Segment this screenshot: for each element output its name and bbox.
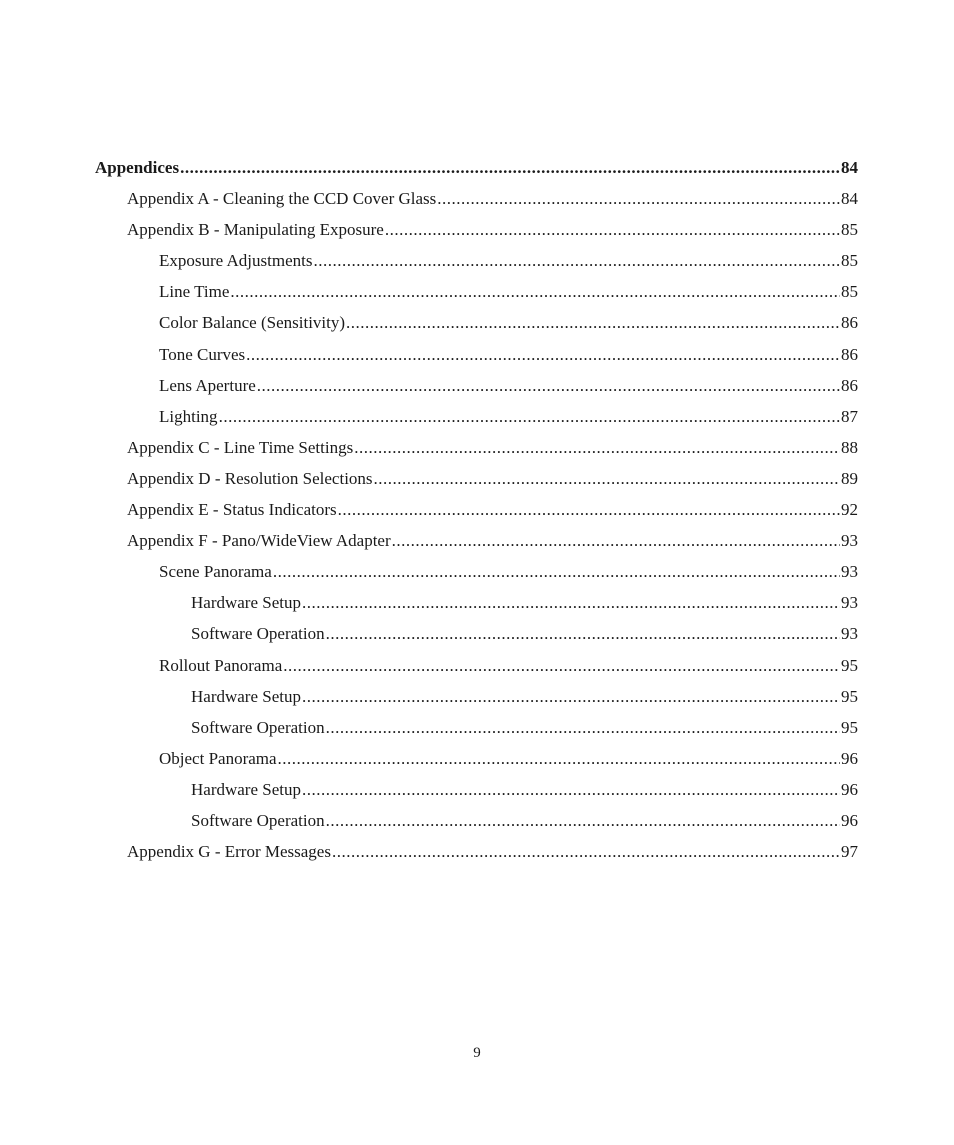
toc-entry-page: 86 (841, 344, 858, 364)
toc-entry-page: 93 (841, 531, 858, 551)
toc-dot-leader (326, 712, 840, 743)
toc-entry-title: Lens Aperture (159, 375, 256, 395)
toc-entry-title: Hardware Setup (191, 779, 301, 799)
toc-entry-page: 95 (841, 717, 858, 737)
toc-entry[interactable] (95, 370, 858, 401)
toc-entry[interactable] (95, 339, 858, 370)
toc-entry[interactable] (95, 183, 858, 214)
toc-dot-leader (374, 463, 840, 494)
toc-entry-page: 96 (841, 779, 858, 799)
toc-dot-leader (338, 494, 840, 525)
toc-entry[interactable] (95, 618, 858, 649)
toc-entry-page: 96 (841, 748, 858, 768)
toc-entry[interactable] (95, 836, 858, 867)
toc-entry-title: Exposure Adjustments (159, 251, 313, 271)
toc-entry-page: 95 (841, 655, 858, 675)
toc-dot-leader (313, 245, 840, 276)
toc-dot-leader (302, 774, 840, 805)
toc-entry-page: 85 (841, 220, 858, 240)
toc-dot-leader (302, 681, 840, 712)
toc-entry-page: 87 (841, 406, 858, 426)
toc-entry-page: 85 (841, 251, 858, 271)
toc-entry[interactable] (95, 556, 858, 587)
toc-entry-page: 92 (841, 500, 858, 520)
toc-entry[interactable] (95, 525, 858, 556)
toc-entry-title: Software Operation (191, 717, 325, 737)
toc-dot-leader (302, 587, 840, 618)
toc-entry[interactable] (95, 681, 858, 712)
toc-entry-page: 89 (841, 468, 858, 488)
toc-entry-title: Appendix B - Manipulating Exposure (127, 220, 384, 240)
toc-entry[interactable] (95, 494, 858, 525)
toc-entry-page: 85 (841, 282, 858, 302)
toc-entry[interactable] (95, 401, 858, 432)
toc-entry[interactable] (95, 743, 858, 774)
toc-entry[interactable] (95, 276, 858, 307)
toc-entry-title: Appendix G - Error Messages (127, 842, 331, 862)
toc-dot-leader (385, 214, 840, 245)
toc-dot-leader (246, 339, 840, 370)
table-of-contents (95, 152, 858, 867)
toc-entry-title: Appendix F - Pano/WideView Adapter (127, 531, 391, 551)
toc-entry-title: Appendix A - Cleaning the CCD Cover Glass (127, 189, 437, 209)
toc-entry[interactable] (95, 712, 858, 743)
toc-entry-page: 93 (841, 624, 858, 644)
toc-entry-title: Software Operation (191, 810, 325, 830)
toc-entry[interactable] (95, 650, 858, 681)
toc-entry[interactable] (95, 307, 858, 338)
toc-dot-leader (278, 743, 840, 774)
toc-entry-page: 96 (841, 810, 858, 830)
toc-entry[interactable] (95, 152, 858, 183)
toc-dot-leader (326, 805, 840, 836)
toc-entry[interactable] (95, 245, 858, 276)
toc-entry-title: Appendix D - Resolution Selections (127, 468, 373, 488)
toc-entry[interactable] (95, 587, 858, 618)
toc-dot-leader (392, 525, 840, 556)
toc-dot-leader (326, 618, 840, 649)
toc-entry-title: Tone Curves (159, 344, 246, 364)
toc-dot-leader (273, 556, 840, 587)
toc-entry-title: Scene Panorama (159, 562, 272, 582)
toc-entry-title: Appendix C - Line Time Settings (127, 437, 354, 457)
toc-entry[interactable] (95, 214, 858, 245)
toc-entry-title: Lighting (159, 406, 218, 426)
toc-entry-title: Rollout Panorama (159, 655, 283, 675)
toc-entry-title: Hardware Setup (191, 593, 301, 613)
toc-entry-title: Software Operation (191, 624, 325, 644)
toc-entry-page: 95 (841, 686, 858, 706)
toc-entry-page: 88 (841, 437, 858, 457)
toc-entry-title: Appendices (95, 158, 180, 177)
toc-dot-leader (332, 836, 840, 867)
toc-entry[interactable] (95, 805, 858, 836)
toc-entry-page: 86 (841, 375, 858, 395)
toc-dot-leader (230, 276, 840, 307)
toc-entry[interactable] (95, 774, 858, 805)
toc-dot-leader (257, 370, 840, 401)
toc-dot-leader (354, 432, 840, 463)
toc-entry-page: 84 (841, 158, 858, 177)
toc-entry-page: 93 (841, 562, 858, 582)
toc-entry[interactable] (95, 463, 858, 494)
toc-entry-title: Appendix E - Status Indicators (127, 500, 337, 520)
toc-entry-title: Hardware Setup (191, 686, 301, 706)
toc-entry-title: Object Panorama (159, 748, 277, 768)
toc-dot-leader (180, 152, 840, 183)
toc-entry-page: 84 (841, 189, 858, 209)
page-number: 9 (473, 1045, 481, 1061)
toc-dot-leader (346, 307, 840, 338)
toc-dot-leader (437, 183, 840, 214)
toc-entry-title: Line Time (159, 282, 230, 302)
toc-entry[interactable] (95, 432, 858, 463)
toc-dot-leader (283, 650, 840, 681)
toc-dot-leader (219, 401, 840, 432)
toc-entry-page: 93 (841, 593, 858, 613)
toc-entry-page: 86 (841, 313, 858, 333)
toc-entry-title: Color Balance (Sensitivity) (159, 313, 346, 333)
toc-entry-page: 97 (841, 842, 858, 862)
